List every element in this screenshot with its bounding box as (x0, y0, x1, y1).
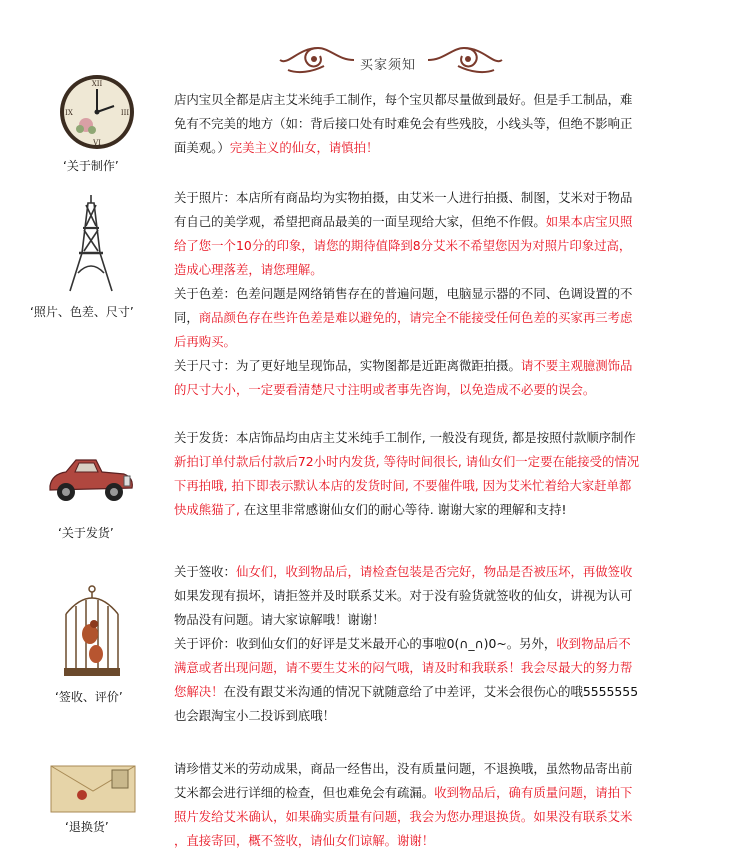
size-warning-1: 请不要主观臆测饰品 (520, 358, 633, 373)
color-warning-2: 后再购买。 (174, 334, 236, 349)
review-tail-1: 在没有跟艾米沟通的情况下就随意给了中差评，艾米会很伤心的哦5555555 (223, 684, 639, 699)
photo-warning-3: 造成心理落差，请您理解。 (174, 262, 323, 277)
refund-text (174, 757, 696, 853)
svg-text:XII: XII (91, 80, 103, 88)
review-line: 关于评价：收到仙女们的好评是艾米最开心的事啦0(∩_∩)0~。另外， (174, 636, 557, 651)
shipping-warning-2: 下再拍哦, 拍下即表示默认本店的发货时间, 不要催件哦, 因为艾米忙着给大家赶单都 (174, 478, 632, 493)
shipping-line-1: 关于发货：本店饰品均由店主艾米纯手工制作, 一般没有现货, 都是按照付款顺序制作 (174, 430, 636, 445)
sign-caption: ‘签收、评价’ (55, 690, 123, 704)
right-ornament-icon (426, 40, 504, 80)
photo-caption: ‘照片、色差、尺寸’ (30, 305, 134, 319)
sign-line-2: 物品没有问题。请大家谅解哦！谢谢！ (174, 612, 385, 627)
color-warning-1: 商品颜色存在些许色差是难以避免的，请完全不能接受任何色差的买家再三考虑 (198, 310, 633, 325)
size-warning-2: 的尺寸大小，一定要看清楚尺寸注明或者事先咨询，以免造成不必要的误会。 (174, 382, 596, 397)
color-line-2: 同， (174, 310, 199, 325)
review-warning-3: 您解决！ (174, 684, 224, 699)
left-ornament-icon (278, 40, 356, 80)
making-line-1: 店内宝贝全都是店主艾米纯手工制作，每个宝贝都尽量做到最好。但是手工制品，难 (174, 92, 633, 107)
refund-line-2: 艾米都会进行详细的检查，但也难免会有疏漏。 (174, 785, 435, 800)
refund-warning-2: 照片发给艾米确认，如果确实质量有问题，我会为您办理退换货。如果没有联系艾米 (174, 809, 633, 824)
photo-line-2: 有自己的美学观，希望把商品最美的一面呈现给大家，但绝不作假。 (174, 214, 546, 229)
page-title: 买家须知 (360, 58, 417, 73)
refund-caption: ‘退换货’ (65, 820, 109, 834)
color-line-1: 关于色差：色差问题是网络销售存在的普遍问题，电脑显示器的不同、色调设置的不 (174, 286, 633, 301)
refund-warning-1: 收到物品后，确有质量问题，请拍下 (434, 785, 633, 800)
review-warning-2: 满意或者出现问题，请不要生艾米的闷气哦，请及时和我联系！我会尽最大的努力帮 (174, 660, 633, 675)
shipping-warning-3: 快成熊猫了, (174, 502, 240, 517)
making-text (174, 88, 696, 160)
size-line: 关于尺寸：为了更好地呈现饰品，实物图都是近距离微距拍摄。 (174, 358, 521, 373)
refund-warning-3: ，直接寄回，概不签收，请仙女们谅解。谢谢！ (174, 833, 435, 848)
sign-line-1: 如果发现有损坏，请拒签并及时联系艾米。对于没有验货就签收的仙女，讲视为认可 (174, 588, 633, 603)
sign-head: 关于签收： (174, 564, 236, 579)
refund-line-1: 请珍惜艾米的劳动成果，商品一经售出，没有质量问题，不退换哦，虽然物品寄出前 (174, 761, 633, 776)
clock-icon (58, 73, 136, 151)
photo-line-1: 关于照片：本店所有商品均为实物拍摄，由艾米一人进行拍摄、制图，艾米对于物品 (174, 190, 633, 205)
svg-text:III: III (120, 109, 130, 117)
shipping-caption: ‘关于发货’ (58, 526, 114, 540)
birdcage-icon (60, 584, 124, 680)
envelope-icon (50, 765, 136, 813)
eiffel-tower-icon (66, 193, 116, 293)
making-line-3: 面美观。） (174, 140, 230, 155)
making-warning: 完美主义的仙女，请慎拍！ (229, 140, 379, 155)
shipping-text (174, 426, 696, 522)
review-tail-2: 也会跟淘宝小二投诉到底哦！ (174, 708, 336, 723)
vintage-car-icon (44, 452, 136, 504)
shipping-warning-1: 新拍订单付款后付款后72小时内发货, 等待时间很长, 请仙女们一定要在能接受的情况 (174, 454, 640, 469)
making-caption: ‘关于制作’ (63, 159, 119, 173)
shipping-thanks: 在这里非常感谢仙女们的耐心等待. 谢谢大家的理解和支持! (239, 502, 567, 517)
making-line-2: 免有不完美的地方（如：背后接口处有时难免会有些残胶，小线头等，但绝不影响正 (174, 116, 633, 131)
svg-text:VI: VI (93, 139, 101, 147)
photo-warning-1: 如果本店宝贝照 (545, 214, 633, 229)
sign-warning: 仙女们，收到物品后，请检查包装是否完好，物品是否被压坏，再做签收 (235, 564, 633, 579)
sign-text (174, 560, 696, 728)
photo-warning-2: 给了您一个10分的印象，请您的期待值降到8分艾米不希望您因为对照片印象过高， (174, 238, 632, 253)
review-warning-1: 收到物品后不 (556, 636, 631, 651)
photo-text (174, 186, 696, 402)
svg-text:IX: IX (65, 109, 73, 117)
